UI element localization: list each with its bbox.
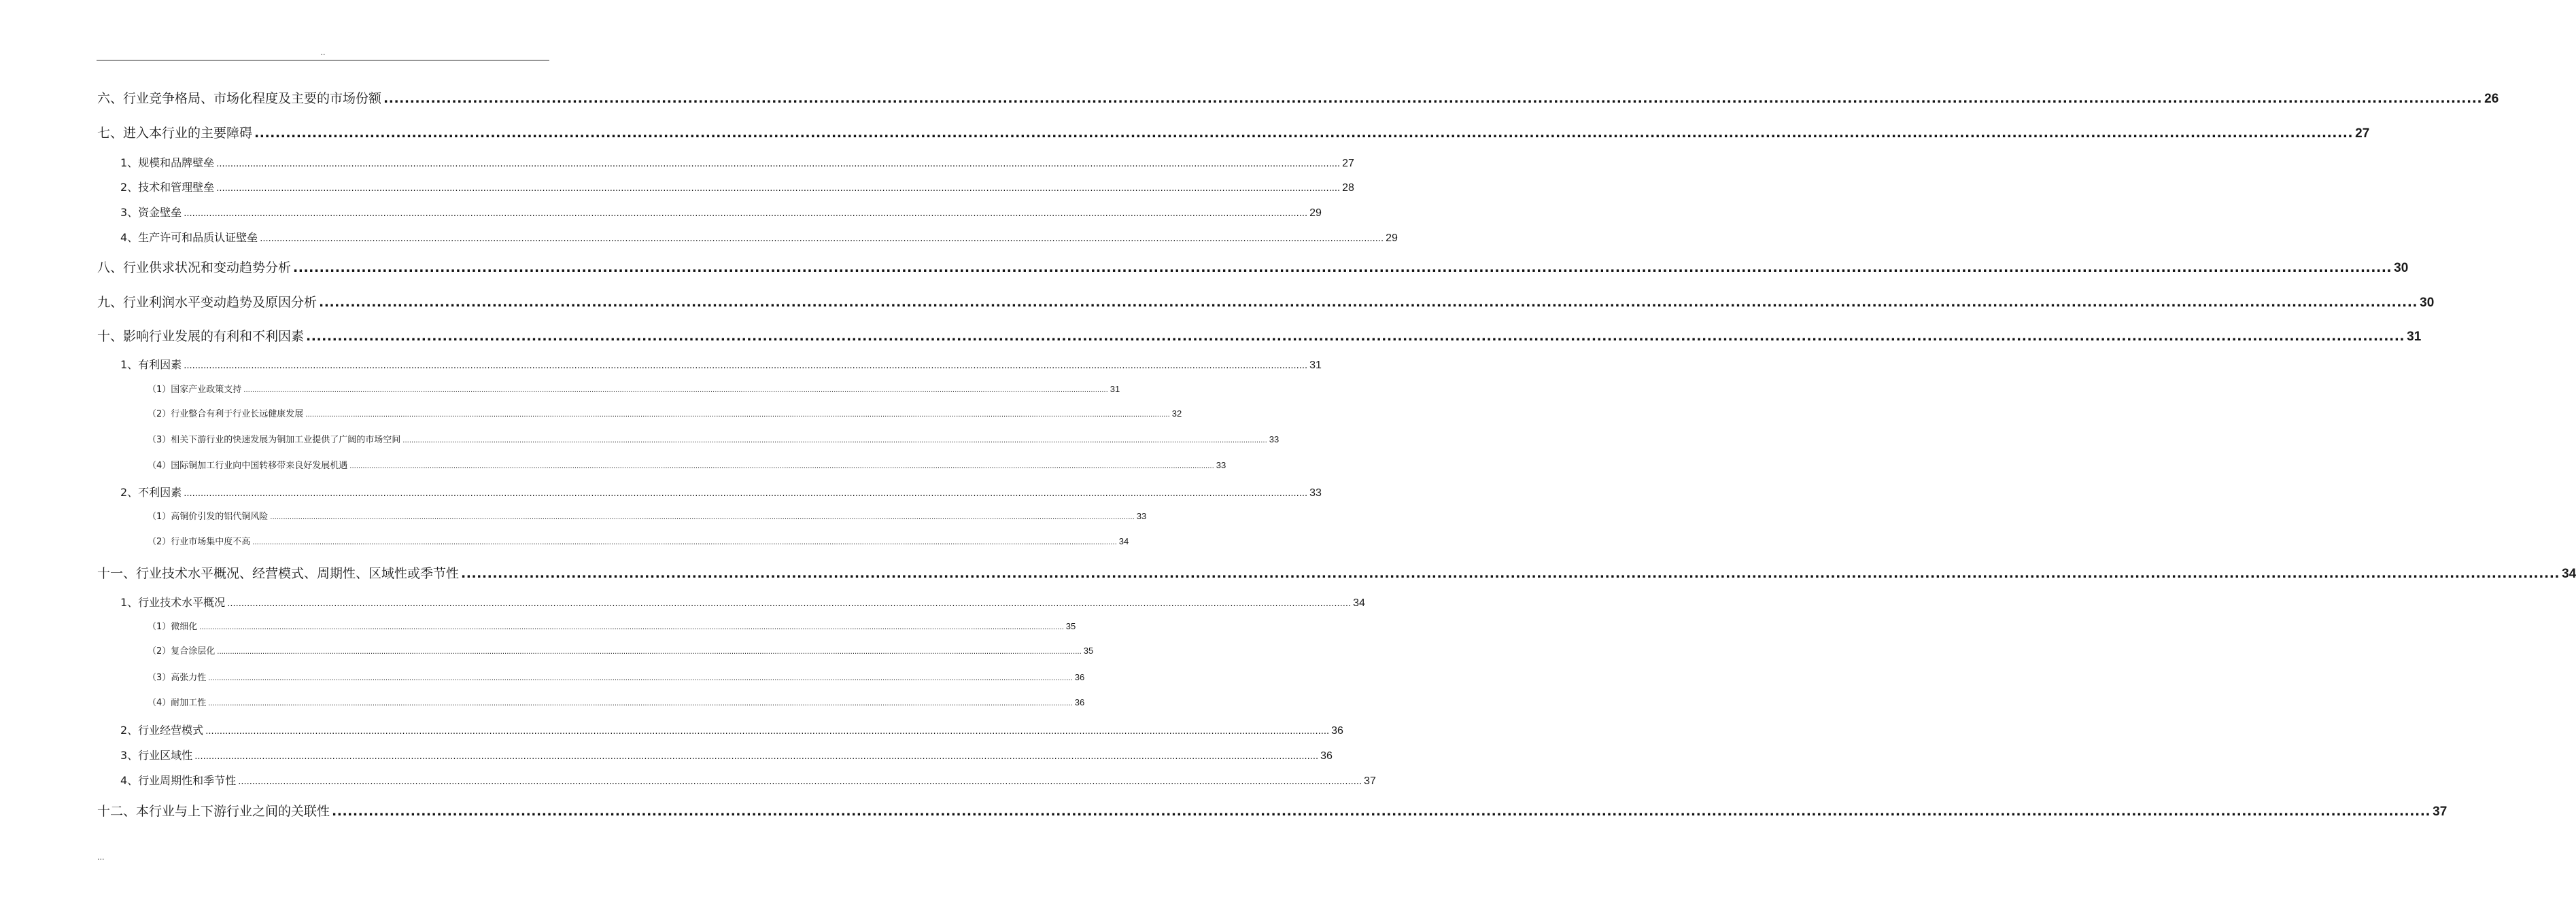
toc-entry[interactable] <box>120 356 1322 372</box>
toc-leader-dots: ................................................................................................................................................................................................................................................................................................................................................................................................................ <box>305 411 1170 419</box>
toc-leader-dots: ................................................................................................................................................................................................................................................................................................................................................................................................................ <box>254 126 2354 141</box>
toc-entry-page: 35 <box>1083 646 1094 656</box>
toc-entry[interactable] <box>148 509 1147 522</box>
toc-entry-title: 1、规模和品牌壁垒 <box>120 156 215 169</box>
toc-leader-dots: ................................................................................................................................................................................................................................................................................................................................................................................................................ <box>270 514 1135 521</box>
toc-entry-page: 33 <box>1269 434 1280 444</box>
toc-leader-dots: ................................................................................................................................................................................................................................................................................................................................................................................................................ <box>383 91 2483 106</box>
toc-leader-dots: ................................................................................................................................................................................................................................................................................................................................................................................................................ <box>205 726 1330 737</box>
toc-entry[interactable] <box>120 154 1354 170</box>
toc-entry-page: 31 <box>1309 359 1322 371</box>
toc-leader-dots: ................................................................................................................................................................................................................................................................................................................................................................................................................ <box>217 648 1082 656</box>
footer-mark: ... <box>97 853 105 862</box>
toc-entry[interactable] <box>120 722 1343 737</box>
toc-entry[interactable] <box>97 292 2435 311</box>
toc-entry-page: 32 <box>1171 408 1182 419</box>
toc-entry-title: 十、影响行业发展的有利和不利因素 <box>97 329 305 344</box>
toc-entry-page: 33 <box>1216 460 1226 470</box>
toc-entry-title: （1）微细化 <box>148 622 198 632</box>
toc-entry-title: 1、行业技术水平概况 <box>120 596 226 609</box>
toc-entry-title: 4、生产许可和品质认证壁垒 <box>120 231 258 244</box>
toc-entry-page: 36 <box>1074 697 1085 707</box>
toc-entry-page: 26 <box>2484 92 2499 106</box>
toc-entry[interactable] <box>148 382 1120 395</box>
toc-entry-page: 31 <box>2407 330 2422 344</box>
toc-entry-title: 九、行业利润水平变动趋势及原因分析 <box>97 295 317 310</box>
toc-entry-page: 37 <box>1364 775 1376 787</box>
toc-entry-title: （1）高铜价引发的铝代铜风险 <box>148 512 269 522</box>
toc-entry-page: 33 <box>1309 487 1322 499</box>
toc-entry-page: 34 <box>1353 597 1365 609</box>
toc-entry[interactable] <box>97 563 2576 582</box>
toc-leader-dots: ................................................................................................................................................................................................................................................................................................................................................................................................................ <box>194 752 1319 762</box>
toc-leader-dots: ................................................................................................................................................................................................................................................................................................................................................................................................................ <box>461 566 2560 581</box>
toc-entry[interactable] <box>97 801 2448 820</box>
toc-entry-title: 3、资金壁垒 <box>120 206 182 219</box>
header-mark: .. <box>320 48 326 57</box>
toc-entry[interactable] <box>148 534 1129 547</box>
toc-leader-dots: ................................................................................................................................................................................................................................................................................................................................................................................................................ <box>238 777 1362 787</box>
toc-entry-page: 30 <box>2420 296 2435 310</box>
toc-leader-dots: ................................................................................................................................................................................................................................................................................................................................................................................................................ <box>319 295 2418 310</box>
toc-entry-page: 36 <box>1331 725 1343 737</box>
toc-entry-title: 六、行业竞争格局、市场化程度及主要的市场份额 <box>97 91 382 106</box>
toc-leader-dots: ................................................................................................................................................................................................................................................................................................................................................................................................................ <box>184 361 1308 371</box>
toc-leader-dots: ................................................................................................................................................................................................................................................................................................................................................................................................................ <box>349 463 1214 470</box>
toc-entry-page: 36 <box>1320 750 1333 762</box>
toc-entry[interactable] <box>97 326 2422 345</box>
toc-entry[interactable] <box>120 204 1322 219</box>
toc-entry[interactable] <box>97 88 2499 107</box>
toc-entry-title: 2、技术和管理壁垒 <box>120 181 215 194</box>
toc-entry-title: （3）相关下游行业的快速发展为铜加工业提供了广阔的市场空间 <box>148 435 401 445</box>
toc-entry-page: 33 <box>1136 511 1147 521</box>
toc-entry-page: 36 <box>1074 672 1085 682</box>
toc-entry-page: 31 <box>1110 384 1120 394</box>
toc-entry-title: 八、行业供求状况和变动趋势分析 <box>97 260 292 275</box>
toc-leader-dots: ................................................................................................................................................................................................................................................................................................................................................................................................................ <box>306 329 2405 344</box>
toc-entry-page: 34 <box>2562 567 2576 581</box>
toc-entry-page: 27 <box>1342 158 1354 169</box>
toc-entry-title: 七、进入本行业的主要障碍 <box>97 126 253 141</box>
toc-entry[interactable] <box>148 458 1226 471</box>
toc-leader-dots: ................................................................................................................................................................................................................................................................................................................................................................................................................ <box>208 700 1073 707</box>
toc-entry-page: 34 <box>1118 536 1129 546</box>
toc-entry[interactable] <box>148 670 1085 683</box>
toc-entry[interactable] <box>148 644 1094 656</box>
toc-entry[interactable] <box>120 484 1322 499</box>
toc-entry-title: （1）国家产业政策支持 <box>148 385 242 395</box>
toc-entry-page: 37 <box>2433 805 2448 819</box>
toc-leader-dots: ................................................................................................................................................................................................................................................................................................................................................................................................................ <box>252 539 1117 546</box>
toc-entry[interactable] <box>97 258 2409 276</box>
toc-entry-page: 28 <box>1342 182 1354 194</box>
toc-entry-title: 3、行业区域性 <box>120 749 193 762</box>
toc-entry-page: 29 <box>1386 232 1398 244</box>
toc-entry-title: 1、有利因素 <box>120 358 182 371</box>
toc-entry[interactable] <box>120 772 1376 788</box>
toc-entry[interactable] <box>97 123 2370 141</box>
toc-entry-page: 27 <box>2355 126 2370 141</box>
toc-leader-dots: ................................................................................................................................................................................................................................................................................................................................................................................................................ <box>402 437 1267 444</box>
toc-leader-dots: ................................................................................................................................................................................................................................................................................................................................................................................................................ <box>332 804 2431 819</box>
toc-entry-page: 35 <box>1065 621 1076 631</box>
toc-entry-title: 十一、行业技术水平概况、经营模式、周期性、区域性或季节性 <box>97 566 460 581</box>
toc-leader-dots: ................................................................................................................................................................................................................................................................................................................................................................................................................ <box>208 675 1073 682</box>
toc-entry[interactable] <box>120 229 1398 245</box>
toc-leader-dots: ................................................................................................................................................................................................................................................................................................................................................................................................................ <box>260 234 1384 244</box>
toc-entry-page: 30 <box>2394 261 2409 275</box>
toc-entry-title: 2、不利因素 <box>120 486 182 499</box>
toc-leader-dots: ................................................................................................................................................................................................................................................................................................................................................................................................................ <box>216 183 1341 194</box>
toc-entry-title: 4、行业周期性和季节性 <box>120 774 237 787</box>
toc-entry[interactable] <box>120 747 1333 762</box>
toc-entry[interactable] <box>148 619 1076 632</box>
toc-entry-title: （2）复合涂层化 <box>148 646 216 656</box>
toc-entry-title: （4）国际铜加工行业向中国转移带来良好发展机遇 <box>148 461 348 471</box>
toc-entry-title: 十二、本行业与上下游行业之间的关联性 <box>97 804 330 819</box>
toc-leader-dots: ................................................................................................................................................................................................................................................................................................................................................................................................................ <box>293 260 2392 275</box>
toc-entry[interactable] <box>148 695 1085 708</box>
toc-entry[interactable] <box>120 594 1365 610</box>
toc-entry[interactable] <box>120 179 1354 194</box>
toc-leader-dots: ................................................................................................................................................................................................................................................................................................................................................................................................................ <box>216 159 1341 169</box>
toc-entry-title: （2）行业市场集中度不高 <box>148 537 251 547</box>
toc-leader-dots: ................................................................................................................................................................................................................................................................................................................................................................................................................ <box>199 624 1064 631</box>
toc-leader-dots: ................................................................................................................................................................................................................................................................................................................................................................................................................ <box>184 209 1308 219</box>
toc-entry-title: （3）高张力性 <box>148 673 207 683</box>
toc-entry-title: （4）耐加工性 <box>148 698 207 708</box>
toc-entry-title: （2）行业整合有利于行业长远健康发展 <box>148 409 304 419</box>
toc-entry-page: 29 <box>1309 207 1322 219</box>
toc-entry[interactable] <box>148 406 1182 419</box>
toc-leader-dots: ................................................................................................................................................................................................................................................................................................................................................................................................................ <box>184 489 1308 499</box>
toc-leader-dots: ................................................................................................................................................................................................................................................................................................................................................................................................................ <box>243 387 1108 394</box>
toc-leader-dots: ................................................................................................................................................................................................................................................................................................................................................................................................................ <box>227 599 1352 609</box>
toc-entry[interactable] <box>148 432 1280 445</box>
toc-entry-title: 2、行业经营模式 <box>120 724 204 737</box>
